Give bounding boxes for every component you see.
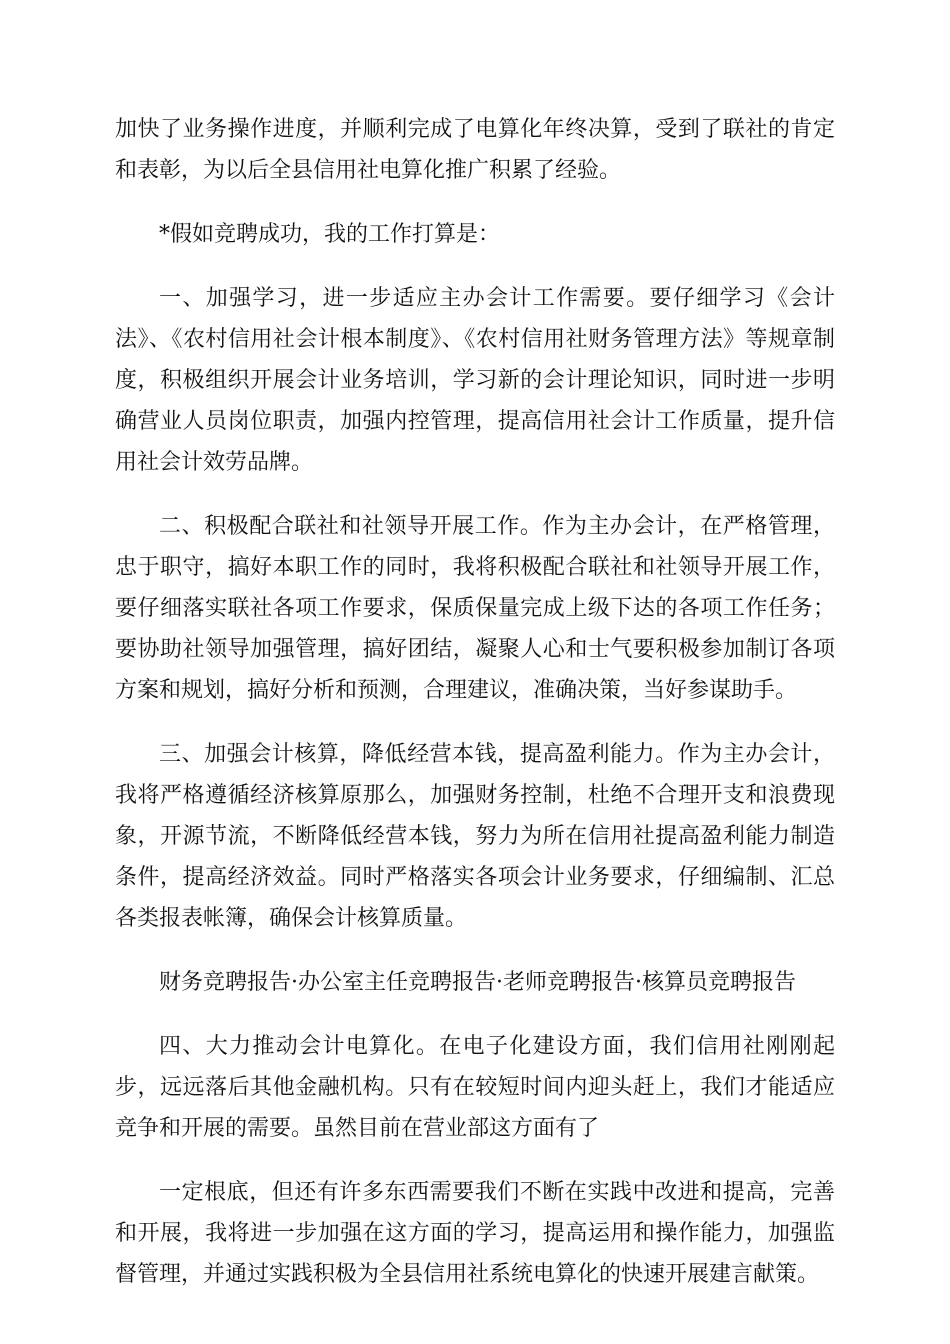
paragraph-point-four: 四、大力推动会计电算化。在电子化建设方面，我们信用社刚刚起步，远远落后其他金融机构。只有在较短时间内迎头赶上，我们才能适应竞争和开展的需要。虽然目前在营业部这方面有了 bbox=[115, 1034, 835, 1141]
paragraph-work-plan-intro: *假如竞聘成功，我的工作打算是： bbox=[159, 222, 501, 247]
paragraph-point-three: 三、加强会计核算，降低经营本钱，提高盈利能力。作为主办会计，我将严格遵循经济核算原那么，加强财务控制，杜绝不合理开支和浪费现象，开源节流，不断降低经营本钱，努力为所在信用社提高盈利能力制造条件，提高经济效益。同时严格落实各项会计业务要求，仔细编制、汇总各类报表帐簿，确保会计核算质量。 bbox=[115, 742, 835, 931]
paragraph-related-reports: 财务竞聘报告·办公室主任竞聘报告·老师竞聘报告·核算员竞聘报告 bbox=[159, 970, 796, 995]
paragraph-point-two: 二、积极配合联社和社领导开展工作。作为主办会计，在严格管理，忠于职守，搞好本职工作的同时，我将积极配合联社和社领导开展工作，要仔细落实联社各项工作要求，保质保量完成上级下达的各项工作任务；要协助社领导加强管理，搞好团结，凝聚人心和士气要积极参加制订各项方案和规划，搞好分析和预测，合理建议，准确决策，当好参谋助手。 bbox=[115, 514, 835, 703]
document-page bbox=[115, 109, 835, 1295]
paragraph-point-one: 一、加强学习，进一步适应主办会计工作需要。要仔细学习《会计法》、《农村信用社会计根本制度》、《农村信用社财务管理方法》等规章制度，积极组织开展会计业务培训，学习新的会计理论知识，同时进一步明确营业人员岗位职责，加强内控管理，提高信用社会计工作质量，提升信用社会计效劳品牌。 bbox=[115, 286, 835, 475]
paragraph-continuation: 加快了业务操作进度，并顺利完成了电算化年终决算，受到了联社的肯定和表彰，为以后全县信用社电算化推广积累了经验。 bbox=[115, 117, 835, 183]
paragraph-point-four-continued: 一定根底，但还有许多东西需要我们不断在实践中改进和提高，完善和开展，我将进一步加强在这方面的学习，提高运用和操作能力，加强监督管理，并通过实践积极为全县信用社系统电算化的快速开展建言献策。 bbox=[115, 1180, 835, 1287]
